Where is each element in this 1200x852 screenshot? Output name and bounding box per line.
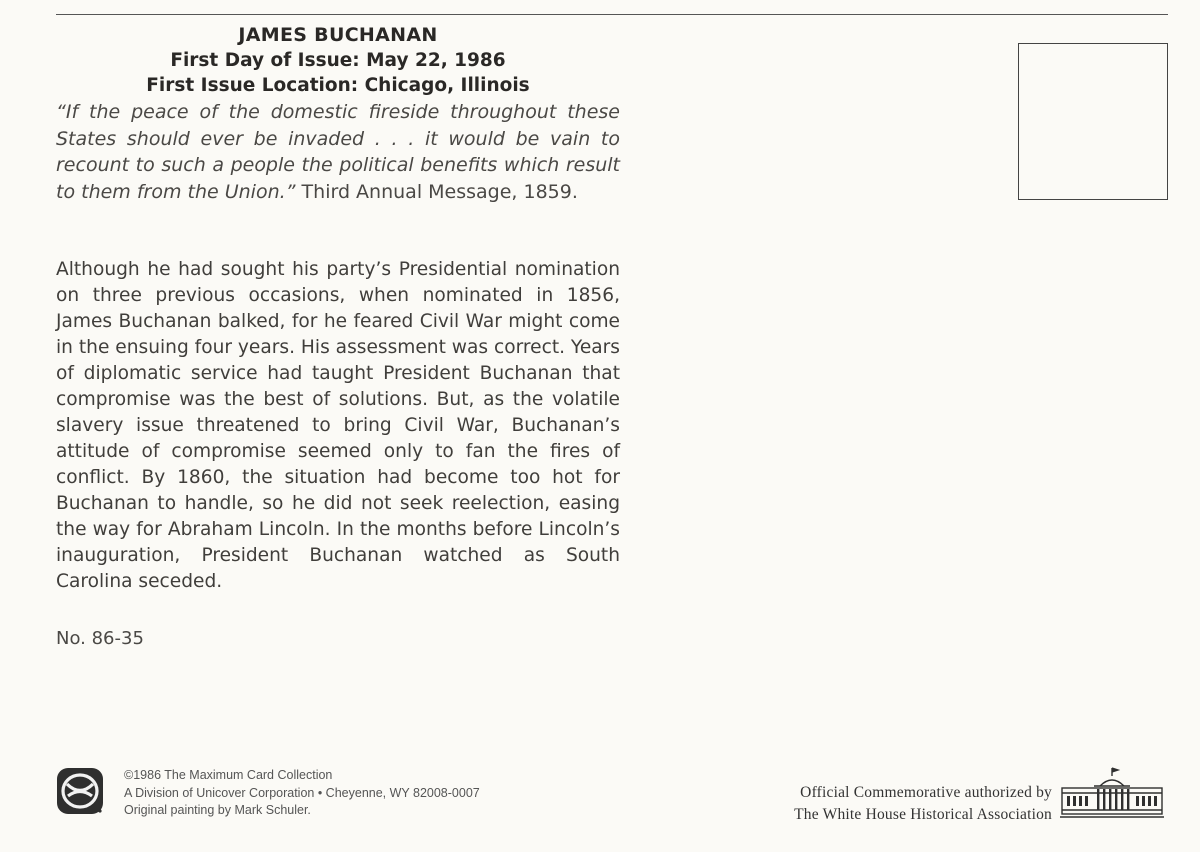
quote-text: “If the peace of the domestic fireside throughout these States should ever be invaded . . . it would be vain to recount to such a people the political benefits which result to them from the Union.” [56,101,620,203]
publisher-credits [124,767,480,820]
quote-block [56,99,620,205]
publisher-address: A Division of Unicover Corporation • Cheyenne, WY 82008-0007 [124,785,480,800]
biography-paragraph: Although he had sought his party’s Presidential nomination on three previous occasions, when nominated in 1856, James Buchanan balked, for he feared Civil War might come in the ensuing four years. His assessment was correct. Years of diplomatic service had taught President Buchanan that compromise was the best of solutions. But, as the volatile slavery issue threatened to bring Civil War, Buchanan’s attitude of compromise seemed only to fan the fires of conflict. By 1860, the situation had become too hot for Buchanan to handle, so he did not seek reelection, easing the way for Abraham Lincoln. In the months before Lincoln’s inauguration, President Buchanan watched as South Carolina seceded. [56,259,620,592]
white-house-icon [1060,766,1164,820]
quote-attribution: Third Annual Message, 1859. [295,180,578,203]
copyright-line: ©1986 The Maximum Card Collection [124,768,333,782]
association-name: The White House Historical Association [794,806,1052,823]
stamp-placement-box [1018,43,1168,200]
top-divider [56,14,1168,15]
authorization-line: Official Commemorative authorized by [800,784,1052,801]
card-number: No. 86-35 [56,628,144,649]
first-day-of-issue: First Day of Issue: May 22, 1986 [170,50,506,71]
painting-credit: Original painting by Mark Schuler. [124,803,311,817]
association-authorization [700,782,1052,826]
unicover-logo-icon [56,767,104,815]
stamp-title: JAMES BUCHANAN [238,24,438,46]
first-issue-location: First Issue Location: Chicago, Illinois [146,75,530,96]
card-header [56,22,620,98]
